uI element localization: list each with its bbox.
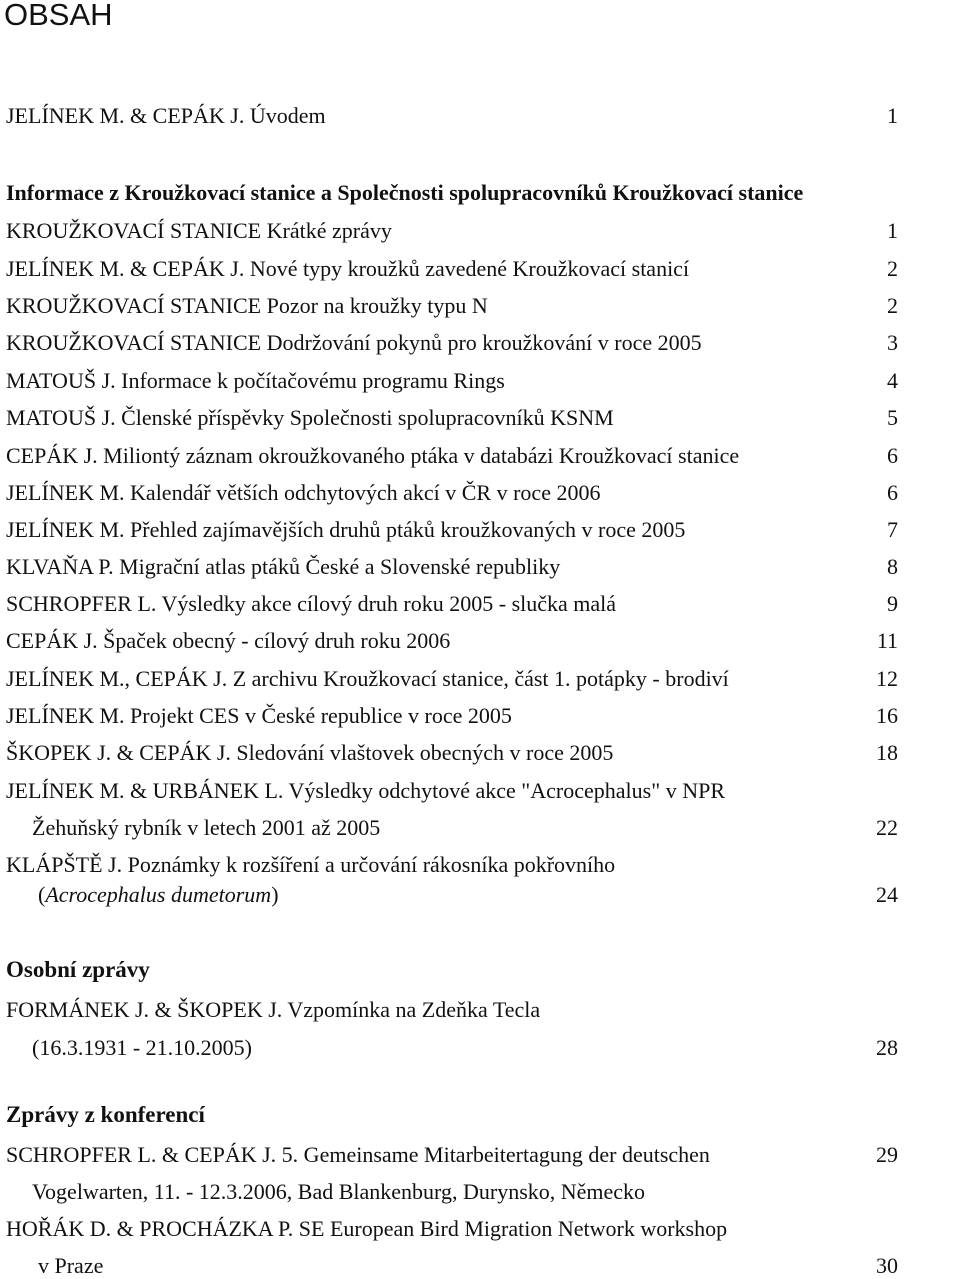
toc-entry-text: JELÍNEK M. Kalendář větších odchytových akcí v ČR v roce 2006 — [6, 480, 601, 505]
toc-entry — [6, 405, 898, 431]
toc-entry — [6, 1216, 898, 1242]
toc-entry — [6, 628, 898, 654]
toc-entry-page: 4 — [887, 368, 898, 393]
toc-entry-continuation — [32, 1035, 898, 1061]
toc-entry-text: JELÍNEK M. & CEPÁK J. Úvodem — [6, 103, 326, 128]
toc-entry-page: 2 — [887, 256, 898, 281]
toc-entry-text: JELÍNEK M. Projekt CES v České republice v roce 2005 — [6, 703, 512, 728]
toc-entry-text: KLVAŇA P. Migrační atlas ptáků České a Slovenské republiky — [6, 554, 561, 579]
toc-section-intro-text: Informace z Kroužkovací stanice a Společnosti spolupracovníků Kroužkovací stanice — [6, 180, 804, 205]
toc-entry — [6, 740, 898, 766]
toc-entry — [6, 1142, 898, 1168]
toc-entry-text-post: ) — [271, 882, 279, 907]
toc-entry — [6, 480, 898, 506]
toc-entry-page: 11 — [876, 628, 898, 653]
toc-entry — [6, 852, 898, 878]
toc-entry-page: 16 — [876, 703, 898, 728]
toc-entry-text: SCHROPFER L. Výsledky akce cílový druh roku 2005 - slučka malá — [6, 591, 617, 616]
toc-entry — [6, 703, 898, 729]
toc-entry — [6, 218, 898, 244]
toc-entry-text: JELÍNEK M. & URBÁNEK L. Výsledky odchytové akce "Acrocephalus" v NPR — [6, 778, 725, 803]
toc-entry — [6, 256, 898, 282]
toc-entry — [6, 666, 898, 692]
toc-section-intro — [6, 180, 960, 206]
toc-entry — [6, 517, 898, 543]
toc-entry — [6, 103, 898, 129]
toc-entry — [6, 330, 898, 356]
toc-entry-continuation — [32, 815, 898, 841]
toc-entry — [6, 778, 898, 804]
toc-entry — [6, 591, 898, 617]
toc-entry — [6, 368, 898, 394]
toc-entry-page: 1 — [887, 103, 898, 128]
toc-entry-page: 24 — [876, 882, 898, 907]
toc-entry-page: 18 — [876, 740, 898, 765]
toc-entry-text: SCHROPFER L. & CEPÁK J. 5. Gemeinsame Mitarbeitertagung der deutschen — [6, 1142, 710, 1167]
toc-entry-text: v Praze — [38, 1253, 104, 1278]
toc-entry-page: 22 — [876, 815, 898, 840]
toc-entry-page: 3 — [887, 330, 898, 355]
toc-entry-text: KROUŽKOVACÍ STANICE Pozor na kroužky typu N — [6, 293, 488, 318]
toc-entry-text: HOŘÁK D. & PROCHÁZKA P. SE European Bird Migration Network workshop — [6, 1216, 728, 1241]
toc-entry-text: CEPÁK J. Miliontý záznam okroužkovaného ptáka v databázi Kroužkovací stanice — [6, 443, 740, 468]
section-heading-conferences: Zprávy z konferencí — [6, 1102, 205, 1127]
toc-entry-text: FORMÁNEK J. & ŠKOPEK J. Vzpomínka na Zdeňka Tecla — [6, 997, 541, 1022]
toc-entry-text: Vogelwarten, 11. - 12.3.2006, Bad Blankenburg, Durynsko, Německo — [32, 1179, 646, 1204]
toc-entry-page: 9 — [887, 591, 898, 616]
toc-entry-text: ŠKOPEK J. & CEPÁK J. Sledování vlaštovek obecných v roce 2005 — [6, 740, 614, 765]
toc-entry-page: 29 — [876, 1142, 898, 1167]
toc-entry-continuation — [38, 882, 898, 908]
toc-entry-text: KLÁPŠTĚ J. Poznámky k rozšíření a určování rákosníka pokřovního — [6, 852, 616, 877]
toc-entry-page: 6 — [887, 443, 898, 468]
toc-entry-page: 30 — [876, 1253, 898, 1278]
toc-entry-text: Žehuňský rybník v letech 2001 až 2005 — [32, 815, 381, 840]
toc-entry-text: JELÍNEK M. & CEPÁK J. Nové typy kroužků zavedené Kroužkovací stanicí — [6, 256, 690, 281]
toc-entry-page: 8 — [887, 554, 898, 579]
toc-entry-page: 12 — [876, 666, 898, 691]
toc-entry-continuation — [38, 1253, 898, 1279]
toc-entry-text: CEPÁK J. Špaček obecný - cílový druh roku 2006 — [6, 628, 451, 653]
toc-entry-text: (16.3.1931 - 21.10.2005) — [32, 1035, 252, 1060]
page-title: OBSAH — [4, 0, 113, 32]
toc-entry-text-italic: Acrocephalus dumetorum — [45, 882, 272, 907]
toc-entry — [6, 554, 898, 580]
toc-entry-page: 28 — [876, 1035, 898, 1060]
toc-entry — [6, 997, 898, 1023]
toc-entry-text: JELÍNEK M., CEPÁK J. Z archivu Kroužkovací stanice, část 1. potápky - brodiví — [6, 666, 729, 691]
toc-entry — [6, 293, 898, 319]
toc-entry-text: JELÍNEK M. Přehled zajímavějších druhů ptáků kroužkovaných v roce 2005 — [6, 517, 686, 542]
toc-entry-text: MATOUŠ J. Členské příspěvky Společnosti spolupracovníků KSNM — [6, 405, 614, 430]
toc-entry-page: 6 — [887, 480, 898, 505]
toc-entry-text: KROUŽKOVACÍ STANICE Krátké zprávy — [6, 218, 392, 243]
toc-entry-text — [38, 882, 279, 908]
toc-entry-page: 7 — [887, 517, 898, 542]
toc-entry-text-pre: ( — [38, 882, 46, 907]
toc-entry-page: 1 — [887, 218, 898, 243]
section-heading-personal: Osobní zprávy — [6, 957, 150, 982]
toc-entry — [6, 443, 898, 469]
toc-entry-page: 5 — [887, 405, 898, 430]
toc-entry-continuation — [32, 1179, 898, 1205]
toc-entry-text: KROUŽKOVACÍ STANICE Dodržování pokynů pro kroužkování v roce 2005 — [6, 330, 702, 355]
toc-entry-page: 2 — [887, 293, 898, 318]
toc-entry-text: MATOUŠ J. Informace k počítačovému programu Rings — [6, 368, 505, 393]
